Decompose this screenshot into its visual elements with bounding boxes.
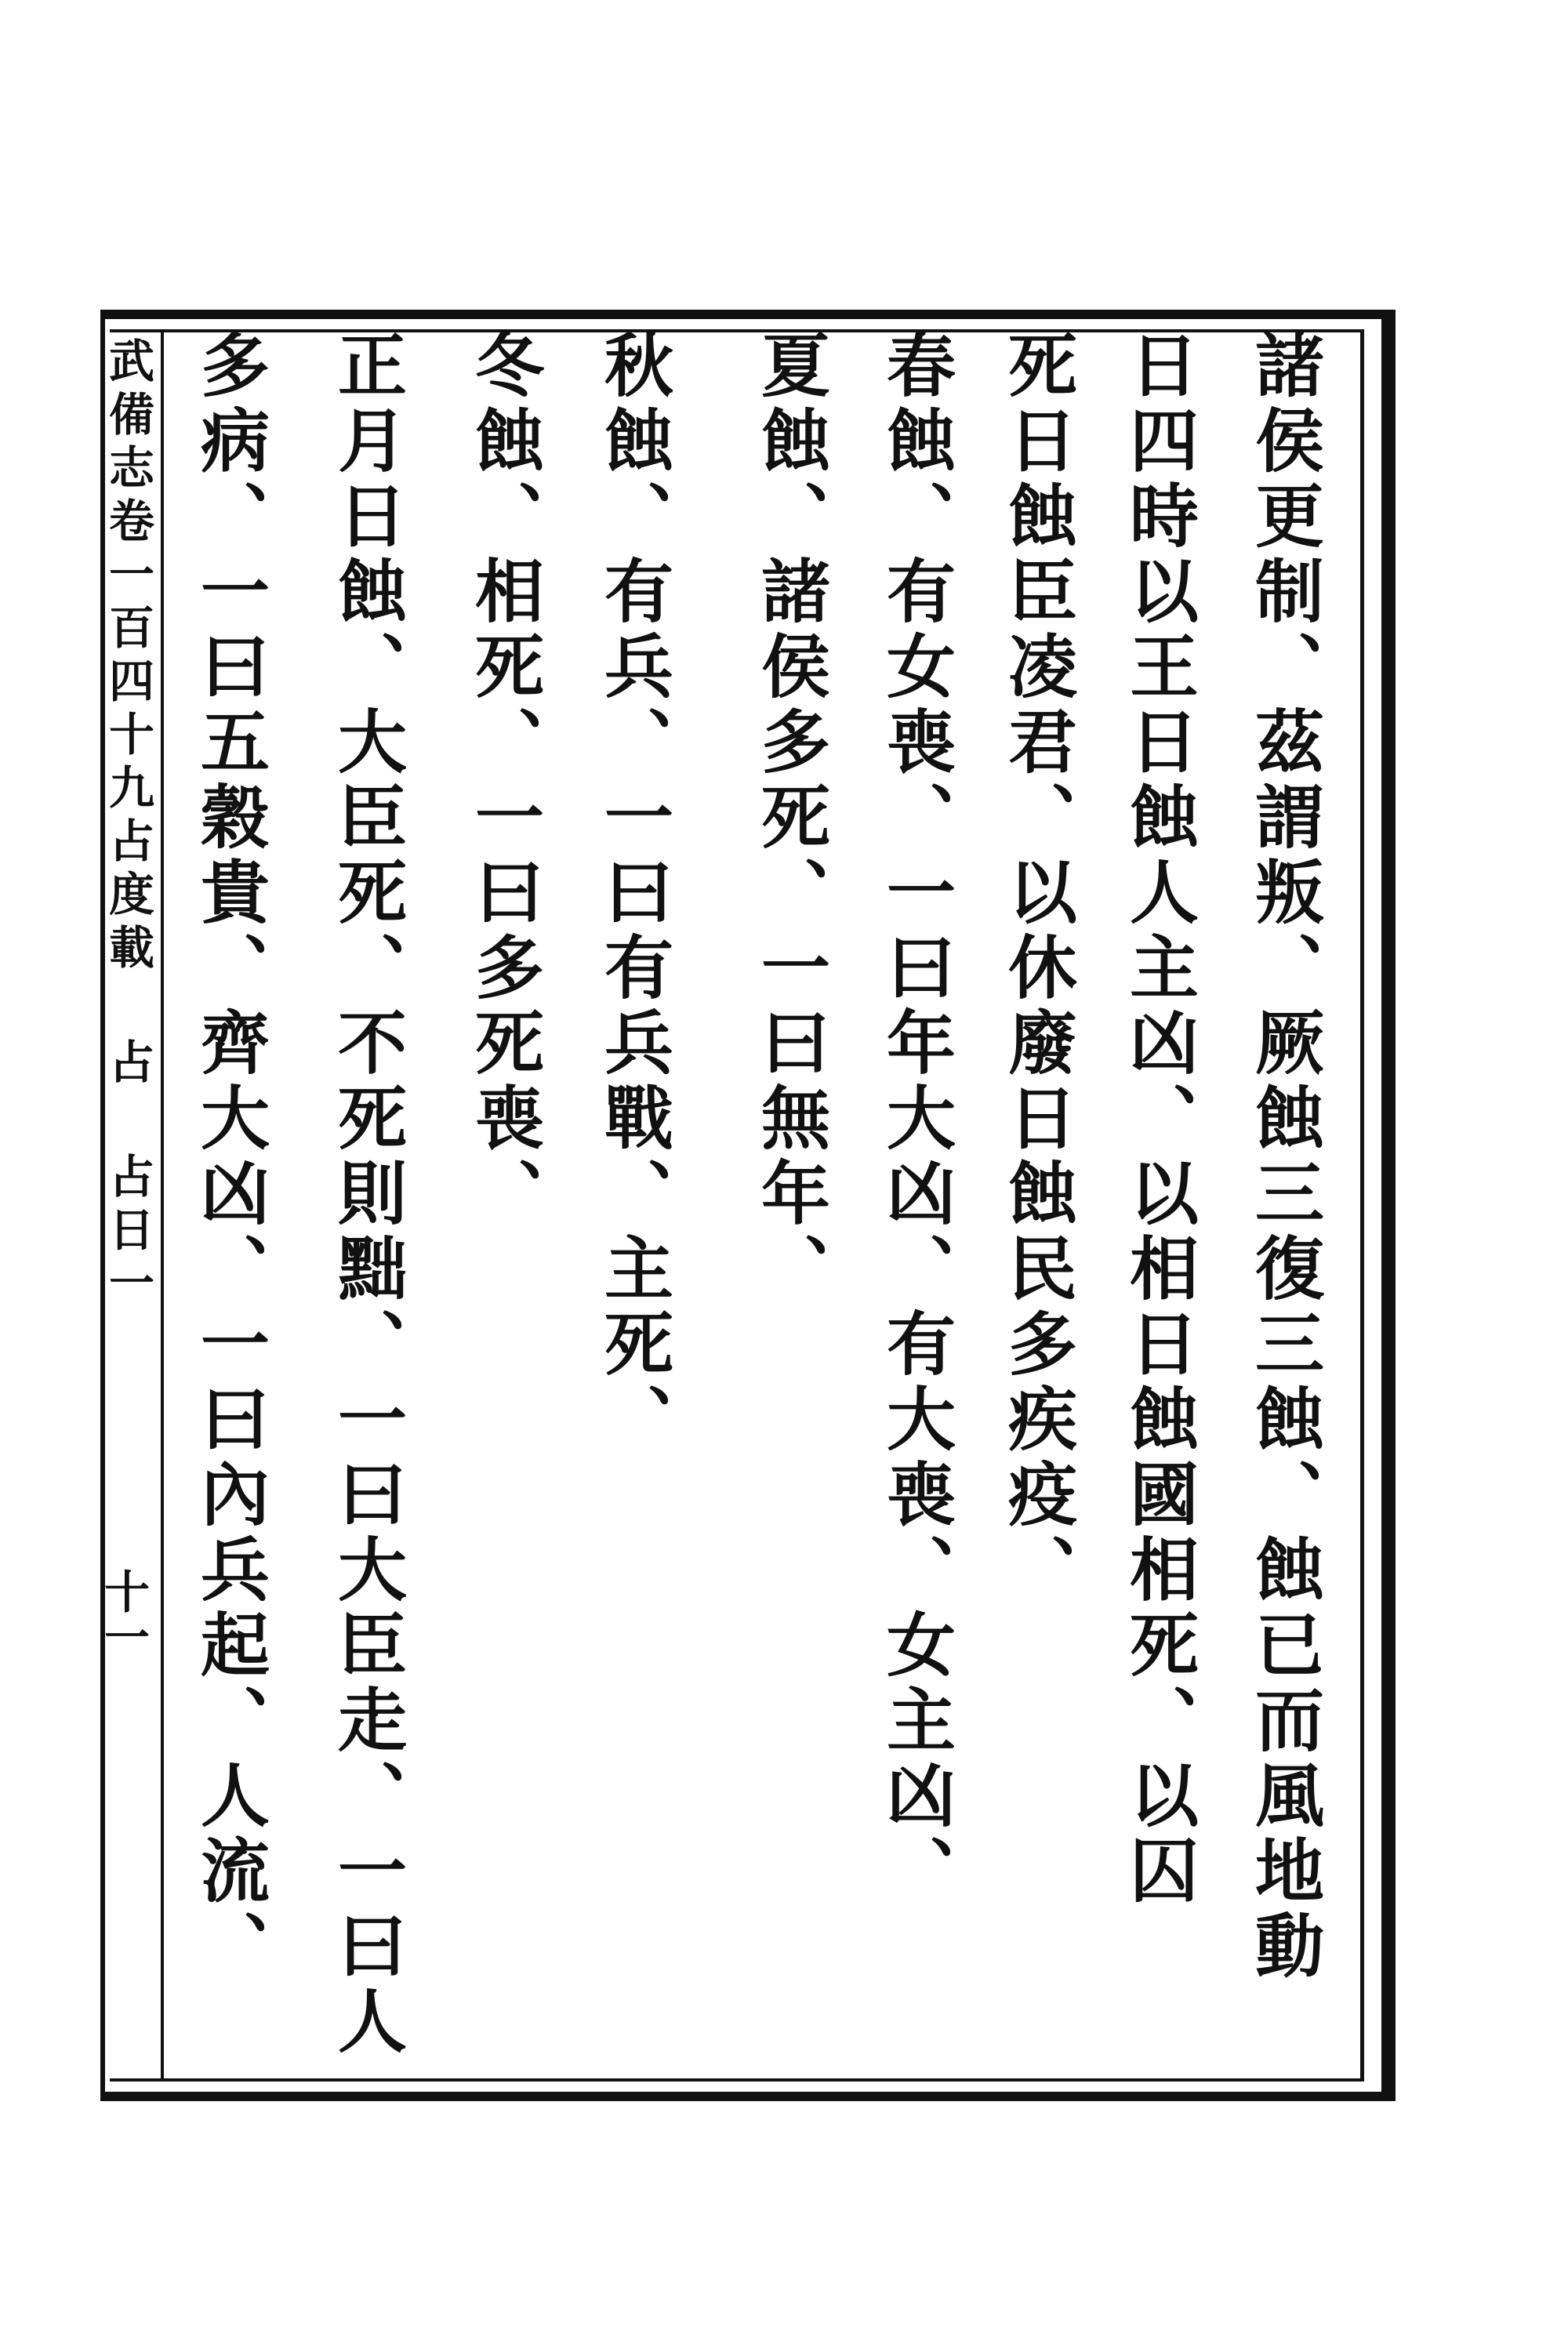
margin-label: 武備志卷一百四十九占度載 占 占日一: [101, 337, 154, 1312]
text-column-8: 正月日蝕、大臣死、不死則黜、一曰大臣走、一曰人: [327, 329, 408, 2060]
text-column-6: 秋蝕、有兵、一曰有兵戰、主死、: [593, 329, 675, 1458]
text-column-3: 死日蝕臣凌君、以休廢日蝕民多疾疫、: [997, 329, 1079, 1609]
text-column-1: 諸侯更制、茲謂叛、厥蝕三復三蝕、蝕已而風地動: [1244, 329, 1326, 1985]
text-column-5: 夏蝕、諸侯多死、一曰無年、: [750, 329, 832, 1308]
text-column-7: 冬蝕、相死、一曰多死喪、: [464, 329, 546, 1232]
text-column-9: 多病、一曰五穀貴、齊大凶、一曰內兵起、人流、: [190, 329, 271, 1985]
text-column-4: 春蝕、有女喪、一曰年大凶、有大喪、女主凶、: [876, 329, 957, 1910]
margin-divider: [161, 329, 164, 2082]
text-column-2: 日四時以王日蝕人主凶、以相日蝕國相死、以囚: [1119, 329, 1200, 1910]
page-number: 十一: [96, 1568, 150, 1659]
